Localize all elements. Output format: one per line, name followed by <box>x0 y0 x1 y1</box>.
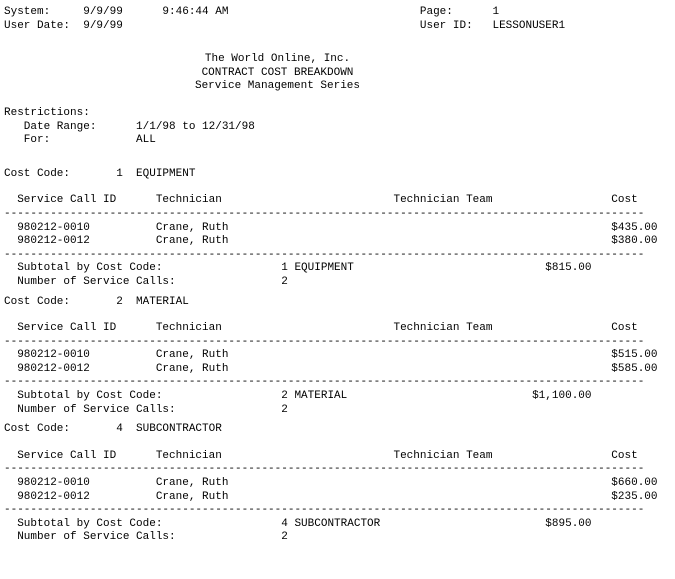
cost-code-title: Cost Code: 2 MATERIAL <box>4 295 189 308</box>
call-count-row: Number of Service Calls: 2 <box>4 403 288 416</box>
spacer <box>0 181 675 194</box>
report-header-user-line: User Date: 9/9/99 User ID: LESSONUSER1 <box>4 19 566 32</box>
restrictions-label: Restrictions: <box>4 106 90 119</box>
rule-line: ------------------------------------------------------------------------------------------------- <box>4 248 645 261</box>
rule-line: ------------------------------------------------------------------------------------------------- <box>4 376 645 389</box>
restrictions-date-range: Date Range: 1/1/98 to 12/31/98 <box>4 120 255 133</box>
subtotal-row: Subtotal by Cost Code: 1 EQUIPMENT $815.00 <box>4 262 592 275</box>
report-header-system-line: System: 9/9/99 9:46:44 AM Page: 1 <box>4 6 500 18</box>
table-row: 980212-0012 Crane, Ruth $380.00 <box>4 235 658 248</box>
table-row: 980212-0012 Crane, Ruth $235.00 <box>4 490 658 503</box>
spacer <box>0 94 675 107</box>
column-header-row: Service Call ID Technician Technician Team Cost <box>4 194 638 207</box>
subtotal-row: Subtotal by Cost Code: 2 MATERIAL $1,100.00 <box>4 390 592 403</box>
spacer <box>0 437 675 450</box>
table-row: 980212-0012 Crane, Ruth $585.00 <box>4 362 658 375</box>
table-row: 980212-0010 Crane, Ruth $660.00 <box>4 477 658 490</box>
rule-line: ------------------------------------------------------------------------------------------------- <box>4 207 645 220</box>
call-count-row: Number of Service Calls: 2 <box>4 531 288 544</box>
call-count-row: Number of Service Calls: 2 <box>4 275 288 288</box>
report-title: CONTRACT COST BREAKDOWN <box>201 66 354 79</box>
cost-code-section <box>0 168 675 290</box>
column-header-row: Service Call ID Technician Technician Team Cost <box>4 322 638 335</box>
rule-line: ------------------------------------------------------------------------------------------------- <box>4 504 645 517</box>
subtotal-row: Subtotal by Cost Code: 4 SUBCONTRACTOR $895.00 <box>4 517 592 530</box>
table-row: 980212-0010 Crane, Ruth $435.00 <box>4 221 658 234</box>
spacer <box>0 309 675 322</box>
restrictions-for: For: ALL <box>4 134 156 147</box>
rule-line: ------------------------------------------------------------------------------------------------- <box>4 463 645 476</box>
cost-code-title: Cost Code: 4 SUBCONTRACTOR <box>4 423 222 436</box>
table-row: 980212-0010 Crane, Ruth $515.00 <box>4 349 658 362</box>
spacer <box>0 148 675 168</box>
cost-code-title: Cost Code: 1 EQUIPMENT <box>4 167 196 180</box>
spacer <box>0 33 675 53</box>
cost-code-section <box>0 423 675 545</box>
rule-line: ------------------------------------------------------------------------------------------------- <box>4 335 645 348</box>
column-header-row: Service Call ID Technician Technician Team Cost <box>4 449 638 462</box>
report-company-name: The World Online, Inc. <box>204 53 351 66</box>
report-series: Service Management Series <box>194 80 361 93</box>
cost-code-section <box>0 296 675 418</box>
